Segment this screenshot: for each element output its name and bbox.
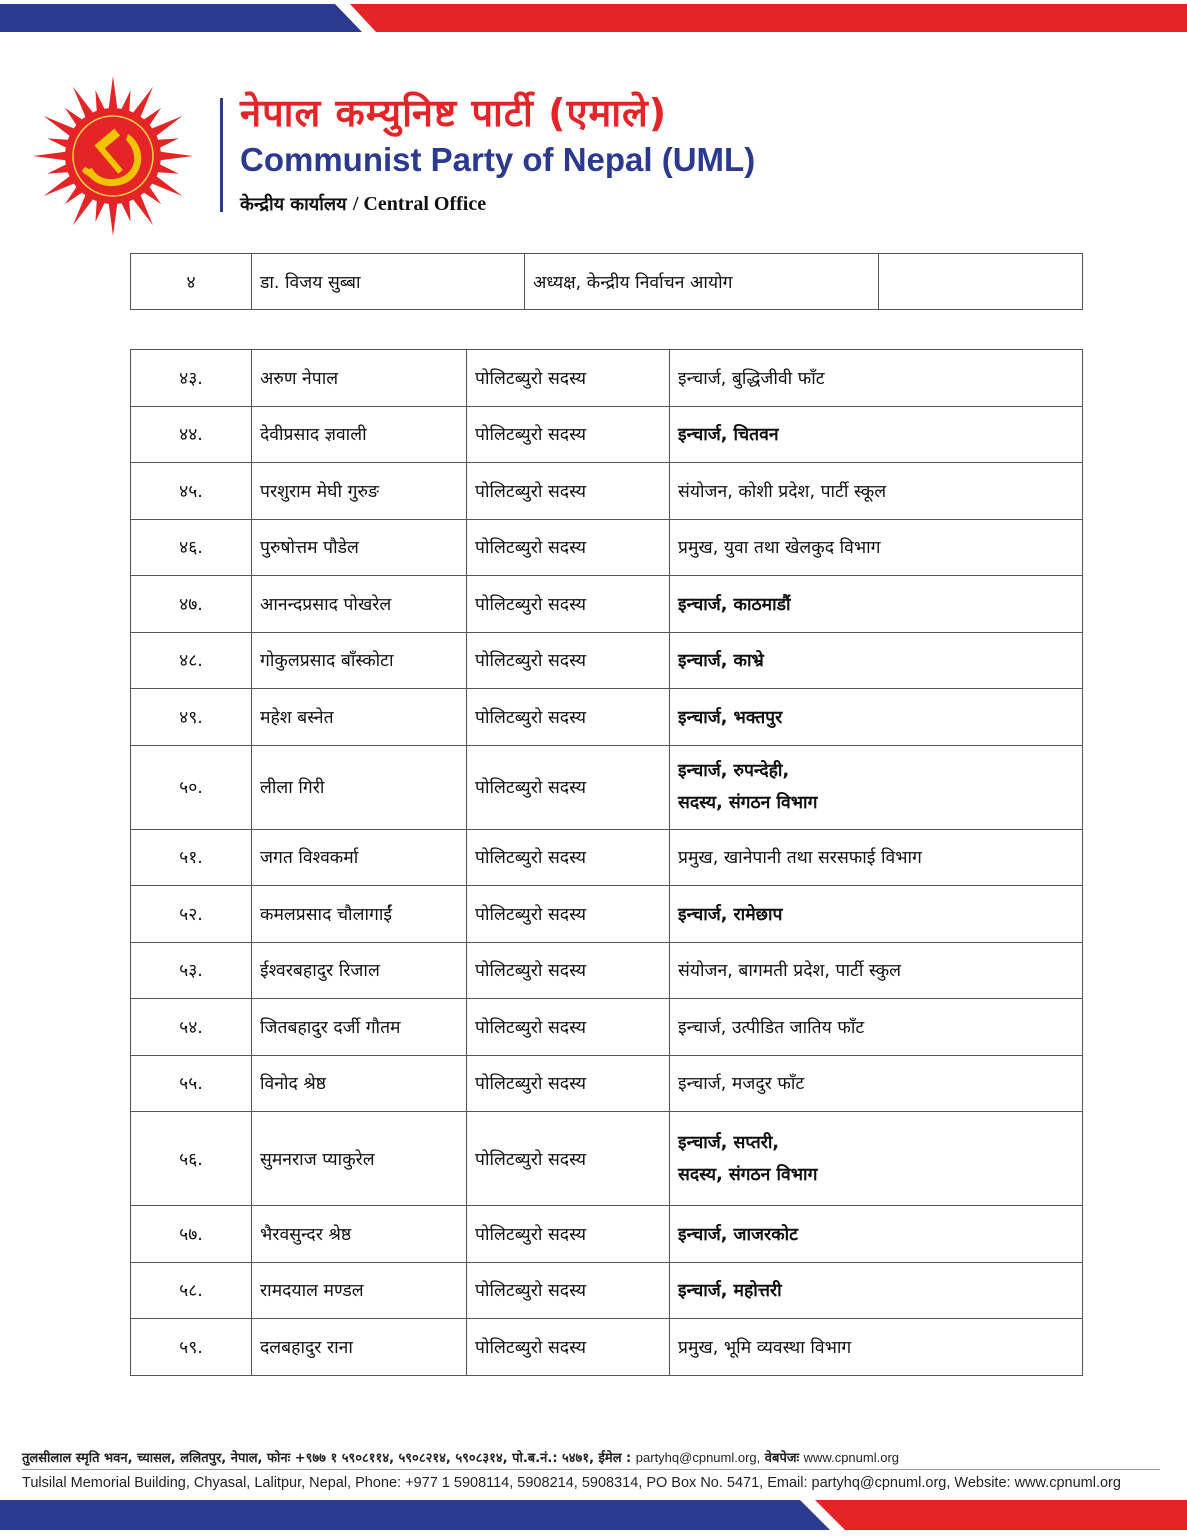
row-number: ५८. bbox=[131, 1262, 252, 1319]
row-number: ५३. bbox=[131, 942, 252, 999]
member-position: पोलिटब्युरो सदस्य bbox=[467, 406, 670, 463]
row-number: ४ bbox=[131, 254, 252, 310]
header-divider bbox=[220, 98, 223, 212]
member-responsibility: इन्चार्ज, जाजरकोट bbox=[670, 1206, 1083, 1263]
member-responsibility bbox=[670, 745, 1083, 829]
row-number: ५४. bbox=[131, 999, 252, 1056]
member-name: डा. विजय सुब्बा bbox=[252, 254, 525, 310]
member-position: पोलिटब्युरो सदस्य bbox=[467, 829, 670, 886]
row-number: ५५. bbox=[131, 1055, 252, 1112]
member-position: पोलिटब्युरो सदस्य bbox=[467, 576, 670, 633]
table-row bbox=[131, 1319, 1083, 1376]
table-row bbox=[131, 254, 1083, 310]
row-number: ५०. bbox=[131, 745, 252, 829]
top-table bbox=[130, 253, 1083, 310]
member-name: देवीप्रसाद ज्ञवाली bbox=[252, 406, 467, 463]
member-responsibility: प्रमुख, युवा तथा खेलकुद विभाग bbox=[670, 519, 1083, 576]
member-position: पोलिटब्युरो सदस्य bbox=[467, 1112, 670, 1206]
member-name: कमलप्रसाद चौलागाईं bbox=[252, 886, 467, 943]
member-position: पोलिटब्युरो सदस्य bbox=[467, 689, 670, 746]
member-position: पोलिटब्युरो सदस्य bbox=[467, 519, 670, 576]
top-color-bar bbox=[0, 4, 1187, 32]
table-row bbox=[131, 689, 1083, 746]
member-position: पोलिटब्युरो सदस्य bbox=[467, 1206, 670, 1263]
members-table bbox=[130, 349, 1083, 1376]
member-responsibility: इन्चार्ज, भक्तपुर bbox=[670, 689, 1083, 746]
table-row bbox=[131, 1206, 1083, 1263]
member-name: दलबहादुर राना bbox=[252, 1319, 467, 1376]
table-row bbox=[131, 519, 1083, 576]
responsibility-line: इन्चार्ज, रुपन्देही, bbox=[678, 761, 790, 781]
row-number: ५७. bbox=[131, 1206, 252, 1263]
footer-np-email: partyhq@cpnuml.org, bbox=[635, 1450, 761, 1465]
row-number: ५२. bbox=[131, 886, 252, 943]
table-row bbox=[131, 886, 1083, 943]
responsibility-line: सदस्य, संगठन विभाग bbox=[678, 793, 818, 813]
member-position: पोलिटब्युरो सदस्य bbox=[467, 632, 670, 689]
member-name: ईश्वरबहादुर रिजाल bbox=[252, 942, 467, 999]
member-name: महेश बस्नेत bbox=[252, 689, 467, 746]
row-number: ४५. bbox=[131, 463, 252, 520]
table-row bbox=[131, 463, 1083, 520]
member-responsibility: इन्चार्ज, उत्पीडित जातिय फाँट bbox=[670, 999, 1083, 1056]
member-name: अरुण नेपाल bbox=[252, 350, 467, 407]
member-name: जगत विश्वकर्मा bbox=[252, 829, 467, 886]
member-name: गोकुलप्रसाद बाँस्कोटा bbox=[252, 632, 467, 689]
footer-address-nepali bbox=[22, 1448, 899, 1466]
table-row bbox=[131, 632, 1083, 689]
footer-np-web-label: वेबपेजः bbox=[764, 1451, 800, 1466]
footer-np-line: तुलसीलाल स्मृति भवन, च्यासल, ललितपुर, नेपाल, फोनः +९७७ १ ५९०८११४, ५९०८२१४, ५९०८३१४, पो.ब.नं.: ५४७१, ईमेल : bbox=[22, 1451, 632, 1466]
member-position: अध्यक्ष, केन्द्रीय निर्वाचन आयोग bbox=[525, 254, 879, 310]
row-number: ४७. bbox=[131, 576, 252, 633]
member-name: जितबहादुर दर्जी गौतम bbox=[252, 999, 467, 1056]
member-position: पोलिटब्युरो सदस्य bbox=[467, 463, 670, 520]
party-name-english: Communist Party of Nepal (UML) bbox=[240, 141, 756, 178]
member-responsibility: इन्चार्ज, महोत्तरी bbox=[670, 1262, 1083, 1319]
table-row bbox=[131, 406, 1083, 463]
table-row bbox=[131, 829, 1083, 886]
table-row bbox=[131, 1055, 1083, 1112]
member-responsibility: प्रमुख, खानेपानी तथा सरसफाई विभाग bbox=[670, 829, 1083, 886]
row-number: ४८. bbox=[131, 632, 252, 689]
row-number: ५९. bbox=[131, 1319, 252, 1376]
bottom-color-bar bbox=[0, 1500, 1187, 1530]
member-name: विनोद श्रेष्ठ bbox=[252, 1055, 467, 1112]
member-position: पोलिटब्युरो सदस्य bbox=[467, 745, 670, 829]
table-row bbox=[131, 745, 1083, 829]
member-name: परशुराम मेघी गुरुङ bbox=[252, 463, 467, 520]
table-row bbox=[131, 1112, 1083, 1206]
member-name: आनन्दप्रसाद पोखरेल bbox=[252, 576, 467, 633]
office-label-nepali: केन्द्रीय कार्यालय bbox=[240, 194, 347, 215]
footer-np-web: www.cpnuml.org bbox=[803, 1450, 900, 1465]
responsibility-line: इन्चार्ज, सप्तरी, bbox=[678, 1132, 780, 1153]
member-responsibility: इन्चार्ज, काठमाडौं bbox=[670, 576, 1083, 633]
member-note bbox=[879, 254, 1083, 310]
member-position: पोलिटब्युरो सदस्य bbox=[467, 886, 670, 943]
row-number: ४४. bbox=[131, 406, 252, 463]
party-name-nepali: नेपाल कम्युनिष्ट पार्टी (एमाले) bbox=[240, 91, 668, 135]
member-name: पुरुषोत्तम पौडेल bbox=[252, 519, 467, 576]
member-responsibility: इन्चार्ज, चितवन bbox=[670, 406, 1083, 463]
footer-divider bbox=[22, 1469, 1160, 1470]
member-name: रामदयाल मण्डल bbox=[252, 1262, 467, 1319]
table-row bbox=[131, 1262, 1083, 1319]
table-row bbox=[131, 942, 1083, 999]
party-emblem-icon bbox=[28, 76, 198, 236]
member-responsibility: संयोजन, कोशी प्रदेश, पार्टी स्कूल bbox=[670, 463, 1083, 520]
responsibility-line: सदस्य, संगठन विभाग bbox=[678, 1164, 818, 1185]
row-number: ४६. bbox=[131, 519, 252, 576]
member-responsibility: इन्चार्ज, रामेछाप bbox=[670, 886, 1083, 943]
member-position: पोलिटब्युरो सदस्य bbox=[467, 1055, 670, 1112]
member-position: पोलिटब्युरो सदस्य bbox=[467, 1319, 670, 1376]
row-number: ४३. bbox=[131, 350, 252, 407]
member-position: पोलिटब्युरो सदस्य bbox=[467, 942, 670, 999]
table-row bbox=[131, 576, 1083, 633]
row-number: ५१. bbox=[131, 829, 252, 886]
member-responsibility: प्रमुख, भूमि व्यवस्था विभाग bbox=[670, 1319, 1083, 1376]
row-number: ४९. bbox=[131, 689, 252, 746]
member-name: सुमनराज प्याकुरेल bbox=[252, 1112, 467, 1206]
member-responsibility bbox=[670, 1112, 1083, 1206]
member-responsibility: संयोजन, बागमती प्रदेश, पार्टी स्कुल bbox=[670, 942, 1083, 999]
member-name: भैरवसुन्दर श्रेष्ठ bbox=[252, 1206, 467, 1263]
member-name: लीला गिरी bbox=[252, 745, 467, 829]
member-position: पोलिटब्युरो सदस्य bbox=[467, 1262, 670, 1319]
table-row bbox=[131, 999, 1083, 1056]
row-number: ५६. bbox=[131, 1112, 252, 1206]
member-responsibility: इन्चार्ज, काभ्रे bbox=[670, 632, 1083, 689]
member-position: पोलिटब्युरो सदस्य bbox=[467, 999, 670, 1056]
table-row bbox=[131, 350, 1083, 407]
office-label-english: / Central Office bbox=[352, 193, 487, 215]
member-responsibility: इन्चार्ज, मजदुर फाँट bbox=[670, 1055, 1083, 1112]
footer-address-english: Tulsilal Memorial Building, Chyasal, Lalitpur, Nepal, Phone: +977 1 5908114, 5908214, 5908314, PO Box No. 5471, Email: partyhq@cpnuml.org, Website: www.cpnuml.org bbox=[22, 1475, 1121, 1491]
member-responsibility: इन्चार्ज, बुद्धिजीवी फाँट bbox=[670, 350, 1083, 407]
member-position: पोलिटब्युरो सदस्य bbox=[467, 350, 670, 407]
office-label bbox=[240, 192, 486, 216]
